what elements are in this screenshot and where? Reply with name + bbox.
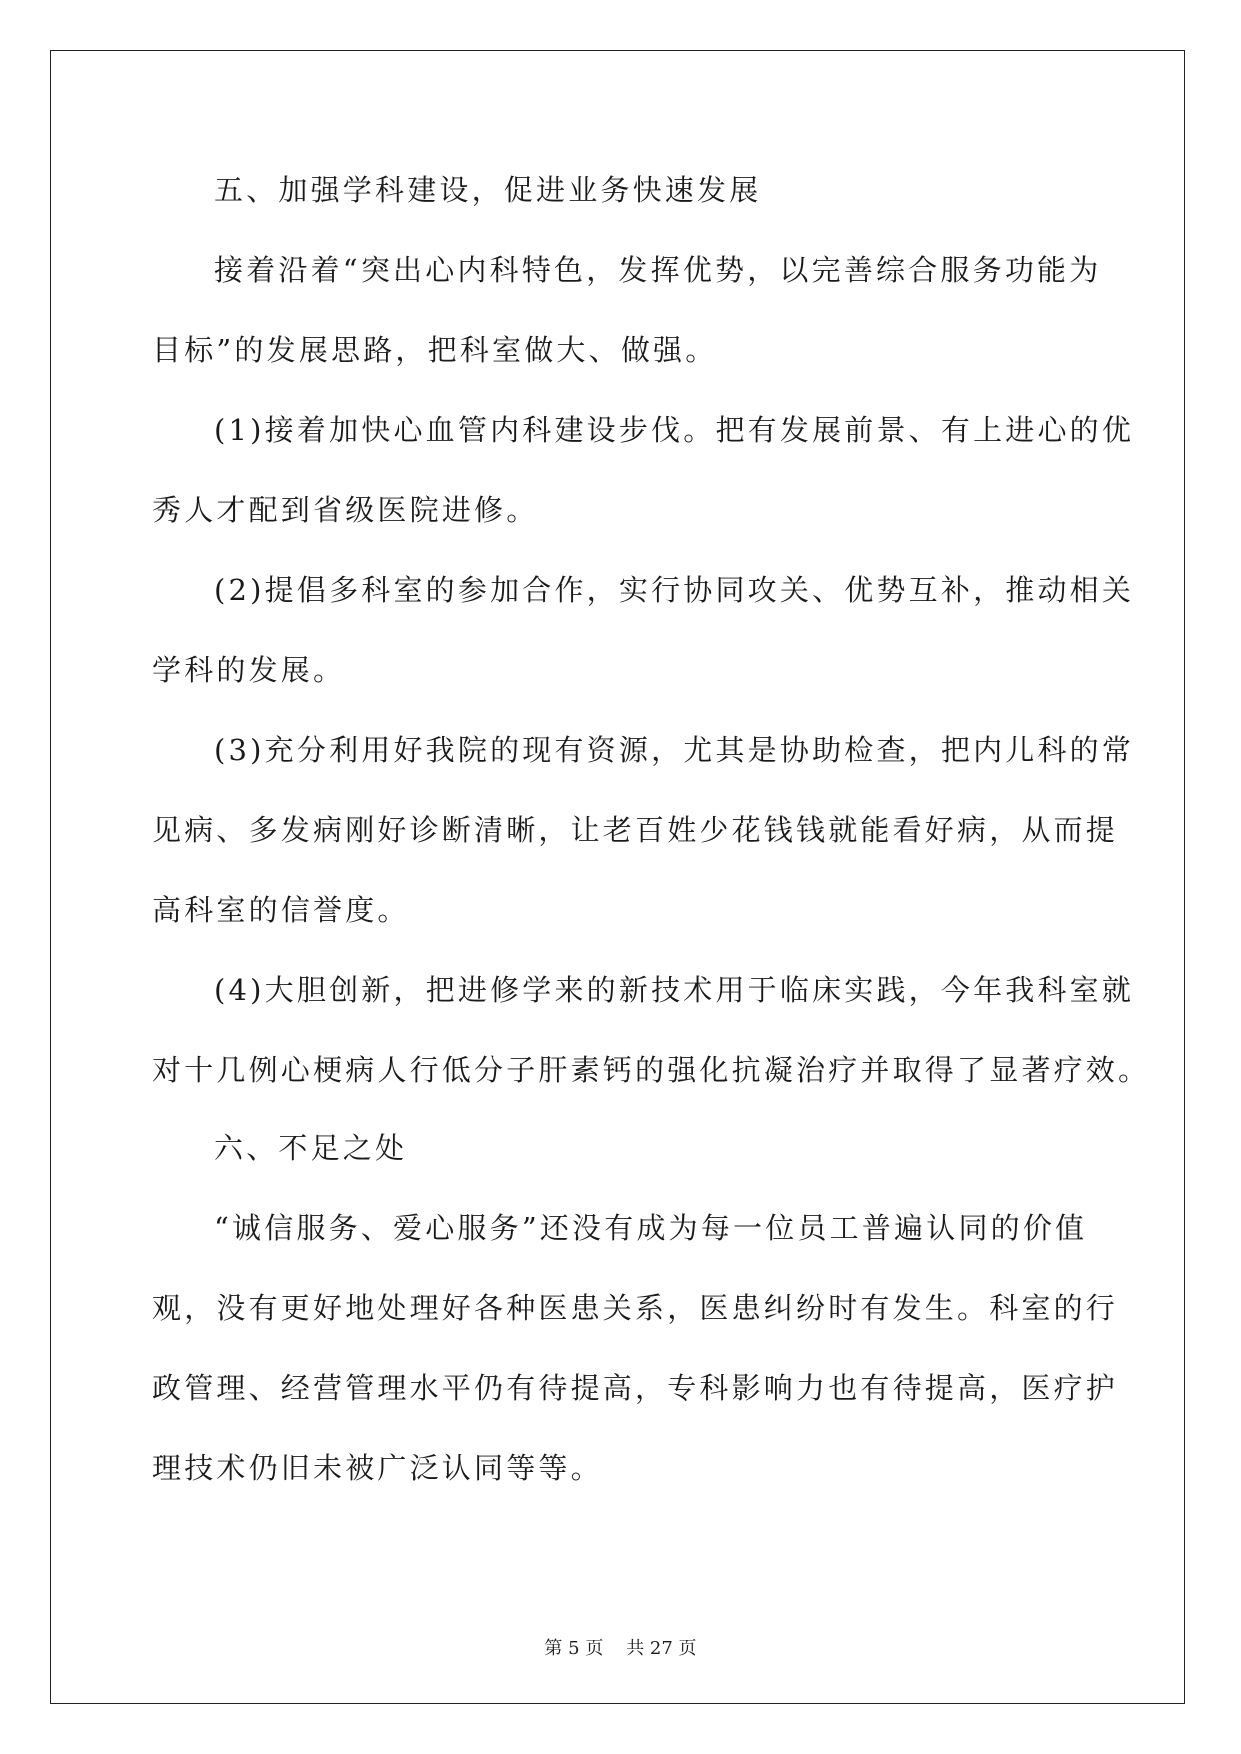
page-number: 第 5 页 共 27 页 xyxy=(544,1638,697,1659)
paragraph-line: 政管理、经营管理水平仍有待提高，专科影响力也有待提高，医疗护 xyxy=(152,1371,1119,1405)
paragraph-line: 观，没有更好地处理好各种医患关系，医患纠纷时有发生。科室的行 xyxy=(152,1291,1119,1325)
paragraph-line: (2)提倡多科室的参加合作，实行协同攻关、优势互补，推动相关 xyxy=(214,573,1135,607)
paragraph-line: 理技术仍旧未被广泛认同等等。 xyxy=(152,1451,603,1485)
paragraph-line: “诚信服务、爱心服务”还没有成为每一位员工普遍认同的价值 xyxy=(214,1211,1088,1245)
paragraph-line: 见病、多发病刚好诊断清晰，让老百姓少花钱钱就能看好病，从而提 xyxy=(152,813,1119,847)
page-footer xyxy=(0,1634,1241,1660)
paragraph-line: (3)充分利用好我院的现有资源，尤其是协助检查，把内儿科的常 xyxy=(214,733,1135,767)
paragraph-line: (1)接着加快心血管内科建设步伐。把有发展前景、有上进心的优 xyxy=(214,413,1135,447)
paragraph-line: 接着沿着“突出心内科特色，发挥优势，以完善综合服务功能为 xyxy=(214,253,1102,287)
paragraph-line: 高科室的信誉度。 xyxy=(152,893,410,927)
section-heading: 六、不足之处 xyxy=(214,1131,408,1165)
paragraph-line: 学科的发展。 xyxy=(152,653,346,687)
paragraph-line: 目标”的发展思路，把科室做大、做强。 xyxy=(152,333,718,367)
paragraph-line: (4)大胆创新，把进修学来的新技术用于临床实践，今年我科室就 xyxy=(214,973,1135,1007)
paragraph-line: 秀人才配到省级医院进修。 xyxy=(152,493,539,527)
section-heading: 五、加强学科建设，促进业务快速发展 xyxy=(214,173,762,207)
paragraph-line: 对十几例心梗病人行低分子肝素钙的强化抗凝治疗并取得了显著疗效。 xyxy=(152,1053,1151,1087)
